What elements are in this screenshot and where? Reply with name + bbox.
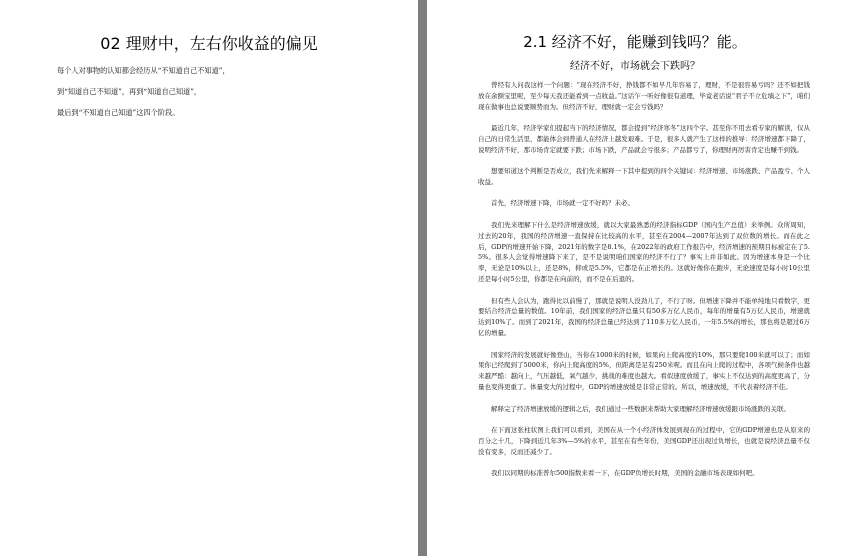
intro-line: 到“知道自己不知道”，再到“知道自己知道”， [57,87,202,96]
intro-line: 最后到“不知道自己知道”这四个阶段。 [57,108,180,117]
section-subtitle: 经济不好，市场就会下跌吗？ [570,61,700,72]
section-body [478,80,810,489]
left-page [0,0,418,556]
section-title: 2.1 经济不好，能赚到钱吗？能。 [523,33,747,51]
body-paragraph: 我们以同期的标准普尔500指数来看一下，在GDP负增长时期，美国的金融市场表现如何吧。 [491,468,759,477]
intro-line: 每个人对事物的认知都会经历从“不知道自己不知道”， [57,66,230,75]
body-paragraph: 解释完了经济增速放缓的逻辑之后，我们通过一些数据来帮助大家理解经济增速放缓跟市场涨跌的关联。 [491,404,790,413]
body-paragraph: 首先，经济增速下降，市场就一定不好吗？未必。 [491,199,634,208]
body-paragraph: 想要知道这个判断是否成立，我们先来解释一下其中提到的四个关键词：经济增速、市场涨跌、产品盈亏、个人收益。 [478,167,810,187]
intro-text [57,66,397,129]
body-paragraph: 国家经济的发展就好像登山，当你在1000米的时候，如果向上爬高度的10%，那只要爬100米就可以了；而如果你已经爬到了5000米，你向上爬高度的5%，但距离是足有250米呢。而且在向上爬的过程中，各项气候条件也越来越严酷：越向上，气压越低，氧气越少，挑战的难度也越大。看似速度放缓了，事实上不仅达到的高度更高了，分量也变得更重了。体量变大的过程中，GDP的增速放缓是非常正常的。所以，增速放缓，不代表着经济不佳。 [478,350,810,392]
chapter-title: 02 理财中，左右你收益的偏见 [100,34,318,53]
page-divider [418,0,427,556]
right-page [427,0,843,556]
body-paragraph: 在下面这张柱状图上我们可以看到，美国在从一个小经济体发展到现在的过程中，它的GDP增速也是从原来的百分之十几，下降到近几年3%—5%的水平，甚至在有些年份，美国GDP还出现过负增长，也就是说经济总量不仅没有变多，反而还减少了。 [478,425,810,456]
body-paragraph: 最近几年，经济学家们提起当下的经济情况，都会提到“经济寒冬”这四个字。甚至你不用去看专家的解读，仅从自己的日常生活里，都能体会到普通人在经济上越发艰难。于是，很多人就产生了这样的推导：经济增速都下降了，说明经济不好，那市场肯定就要下跌；市场下跌，产品就会亏很多；产品都亏了，你理财再厉害肯定也赚不到钱。 [478,124,810,154]
body-paragraph: 但有些人会认为，跑得比以前慢了，那就是说明人没劲儿了，不行了呀。但增速下降并不能单纯地只看数字，更要结合经济总量的数值。10年前，我们国家的经济总量只有50多万亿人民币，每年的增量有5万亿人民币，增速就达到10%了。而到了2021年，我国的经济总量已经达到了110多万亿人民币，一年5.5%的增长，那也将是超过6万亿的增量。 [478,296,810,338]
body-paragraph: 我们先来理解下什么是经济增速放缓，就以大家最熟悉的经济指标GDP（国内生产总值）来举例。众所周知，过去的20年，我国的经济增速一直保持在比较高的水平，甚至在2004—2007年达到了双位数的增长。而在此之后，GDP的增速开始下降，2021年的数字是8.1%，在2022年的政府工作报告中，经济增速的预期目标被定在了5.5%。很多人会觉得增速降下来了，是不是说明咱们国家的经济不行了？事实上并非如此。因为增速本身是一个比率，无论是10%以上，还是8%，抑或是5.5%，它都是在正增长的。这就好像你在跑步，无论速度是每小时10公里还是每小时5公里，你都是在向前的，而不是在后退的。 [478,220,810,284]
body-paragraph: 曾经有人问我这样一个问题：“现在经济不好，挣钱都不如早几年容易了，理财，不是很容易亏吗？还不如把钱放在余额宝里呢，至少每天我还能看到一点收益。”这话乍一听好像很有道理，毕竟老话说“君子不立危墙之下”，咱们现在做事也总说要顺势而为。但经济不好，理财就一定会亏钱吗？ [478,81,810,111]
